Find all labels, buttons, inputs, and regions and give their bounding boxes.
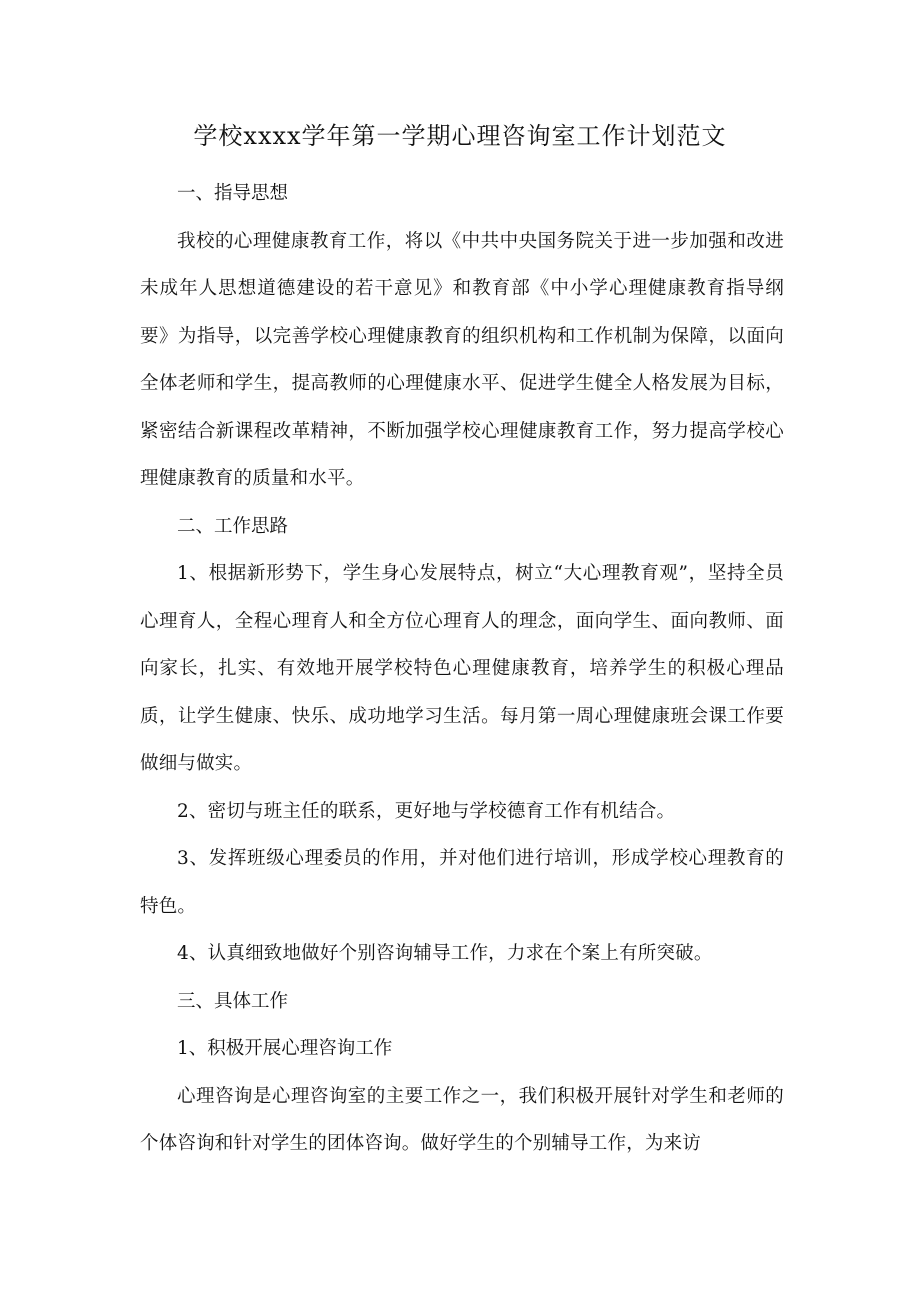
body-paragraph: 4、认真细致地做好个别咨询辅导工作，力求在个案上有所突破。 xyxy=(177,943,713,964)
body-paragraph: 心理咨询是心理咨询室的主要工作之一，我们积极开展针对学生和老师的个体咨询和针对学生的团体咨询。做好学生的个别辅导工作，为来访 xyxy=(140,1085,784,1154)
section-heading-guiding-ideology: 一、指导思想 xyxy=(177,183,289,204)
document-title: 学校xxxx学年第一学期心理咨询室工作计划范文 xyxy=(193,122,727,150)
body-paragraph: 1、根据新形势下，学生身心发展特点，树立“大心理教育观”，坚持全员心理育人，全程心理育人和全方位心理育人的理念，面向学生、面向教师、面向家长，扎实、有效地开展学校特色心理健康教育，培养学生的积极心理品质，让学生健康、快乐、成功地学习生活。每月第一周心理健康班会课工作要做细与做实。 xyxy=(140,563,784,774)
body-paragraph: 我校的心理健康教育工作，将以《中共中央国务院关于进一步加强和改进未成年人思想道德建设的若干意见》和教育部《中小学心理健康教育指导纲要》为指导，以完善学校心理健康教育的组织机构和工作机制为保障，以面向全体老师和学生，提高教师的心理健康水平、促进学生健全人格发展为目标，紧密结合新课程改革精神，不断加强学校心理健康教育工作，努力提高学校心理健康教育的质量和水平。 xyxy=(140,230,784,489)
subsection-heading-counseling: 1、积极开展心理咨询工作 xyxy=(177,1038,393,1059)
body-paragraph: 2、密切与班主任的联系，更好地与学校德育工作有机结合。 xyxy=(177,800,676,822)
section-heading-specific-work: 三、具体工作 xyxy=(177,990,289,1012)
body-paragraph: 3、发挥班级心理委员的作用，并对他们进行培训，形成学校心理教育的特色。 xyxy=(140,848,784,917)
document-body xyxy=(140,170,784,1168)
section-heading-work-approach: 二、工作思路 xyxy=(177,515,289,537)
